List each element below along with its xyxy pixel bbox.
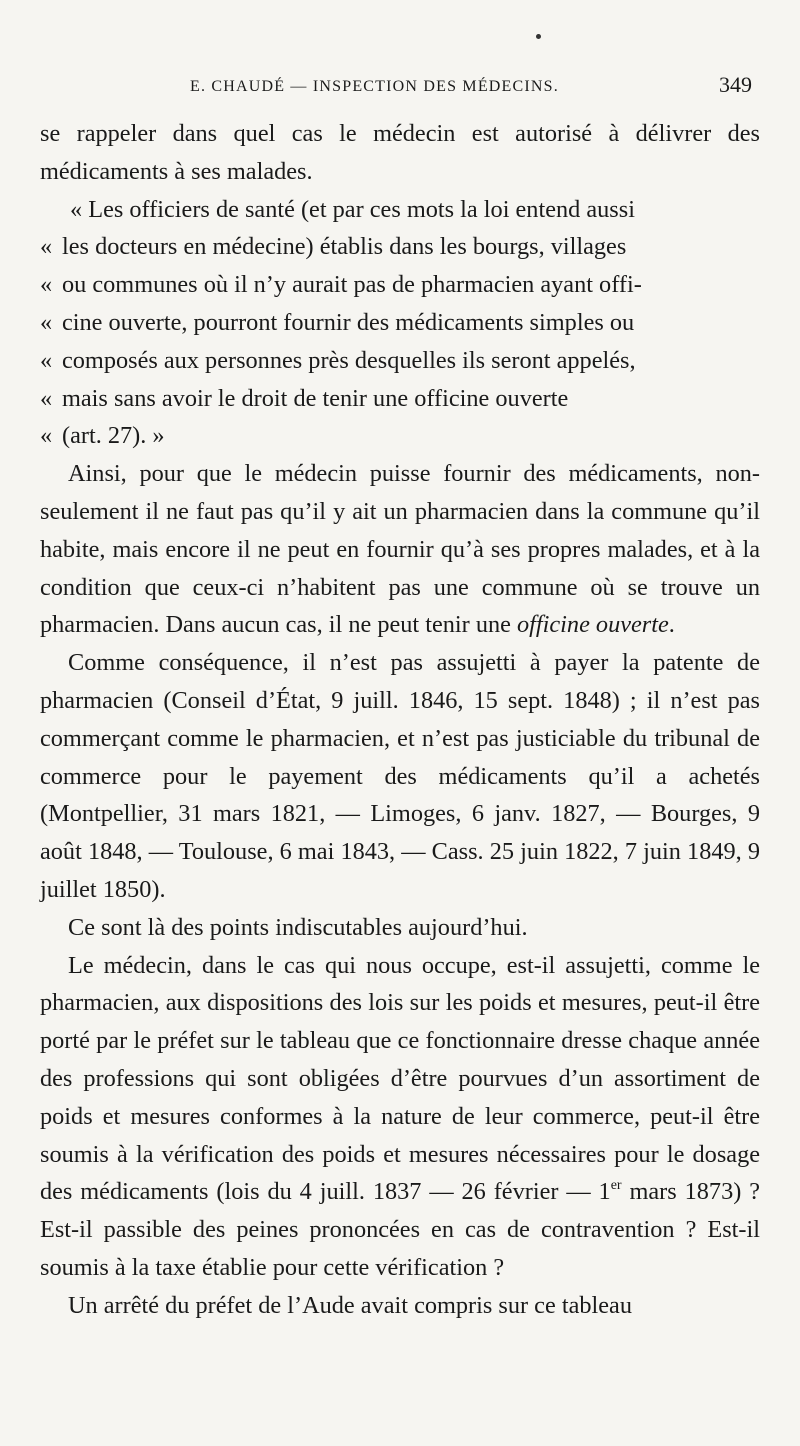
quote-line: « mais sans avoir le droit de tenir une officine ouverte — [62, 380, 760, 418]
paragraph-ainsi-text: Ainsi, pour que le médecin puisse fournir des médicaments, non-seulement il ne faut pas qu’il y ait un pharmacien dans la commune qu’il habite, mais encore il ne peut en fournir qu’à ses propres malades, et à la condition que ceux-ci n’habitent pas une commune où se trouve un pharmacien. Dans aucun cas, il ne peut tenir une — [40, 460, 760, 639]
paragraph-consequence: Comme conséquence, il n’est pas assujetti à payer la patente de pharmacien (Conseil d’État, 9 juill. 1846, 15 sept. 1848) ; il n’est pas commerçant comme le pharmacien, et n’est pas justiciable du tribunal de commerce pour le payement des médicaments qu’il a achetés (Montpellier, 31 mars 1821, — Limoges, 6 janv. 1827, — Bourges, 9 août 1848, — Toulouse, 6 mai 1843, — Cass. 25 juin 1822, 7 juin 1849, 9 juillet 1850). — [40, 649, 760, 903]
italic-phrase: officine ouverte — [516, 611, 669, 639]
law-quotation — [40, 191, 760, 456]
ink-speck — [536, 34, 541, 39]
quote-line: « Les officiers de santé (et par ces mots la loi entend aussi — [70, 195, 635, 223]
paragraph-indiscutables: Ce sont là des points indiscutables aujourd’hui. — [68, 913, 528, 941]
paragraph-intro: se rappeler dans quel cas le médecin est autorisé à délivrer des médicaments à ses malades. — [40, 120, 760, 185]
quote-line: « les docteurs en médecine) établis dans les bourgs, villages — [62, 228, 760, 266]
paragraph-poids-mesures-b: mars 1873) ? Est-il passible des peines prononcées en cas de contravention ? Est-il soumis à la taxe établie pour cette vérification ? — [40, 1178, 760, 1281]
quote-line: « (art. 27). » — [62, 417, 760, 455]
page-number: 349 — [719, 72, 752, 97]
page-header — [40, 70, 756, 106]
quote-line: « composés aux personnes près desquelles ils seront appelés, — [62, 342, 760, 380]
running-title: E. CHAUDÉ — INSPECTION DES MÉDECINS. — [190, 78, 559, 95]
paragraph-ainsi-end: . — [668, 611, 675, 639]
body-text — [40, 115, 760, 1325]
paragraph-poids-mesures — [40, 947, 760, 1287]
paragraph-ainsi — [40, 455, 760, 644]
paragraph-arrete: Un arrêté du préfet de l’Aude avait compris sur ce tableau — [68, 1291, 632, 1319]
paragraph-poids-mesures-a: Le médecin, dans le cas qui nous occupe, est-il assujetti, comme le pharmacien, aux dispositions des lois sur les poids et mesures, peut-il être porté par le préfet sur le tableau que ce fonctionnaire dresse chaque année des professions qui sont obligées d’être pourvues d’un assortiment de poids et mesures conformes à la nature de leur commerce, peut-il être soumis à la vérification des poids et mesures nécessaires pour le dosage des médicaments (lois du 4 juill. 1837 — 26 février — 1 — [40, 951, 760, 1206]
quote-line: « ou communes où il n’y aurait pas de pharmacien ayant offi- — [62, 266, 760, 304]
quote-line: « cine ouverte, pourront fournir des médicaments simples ou — [62, 304, 760, 342]
superscript-er: er — [610, 1178, 622, 1194]
